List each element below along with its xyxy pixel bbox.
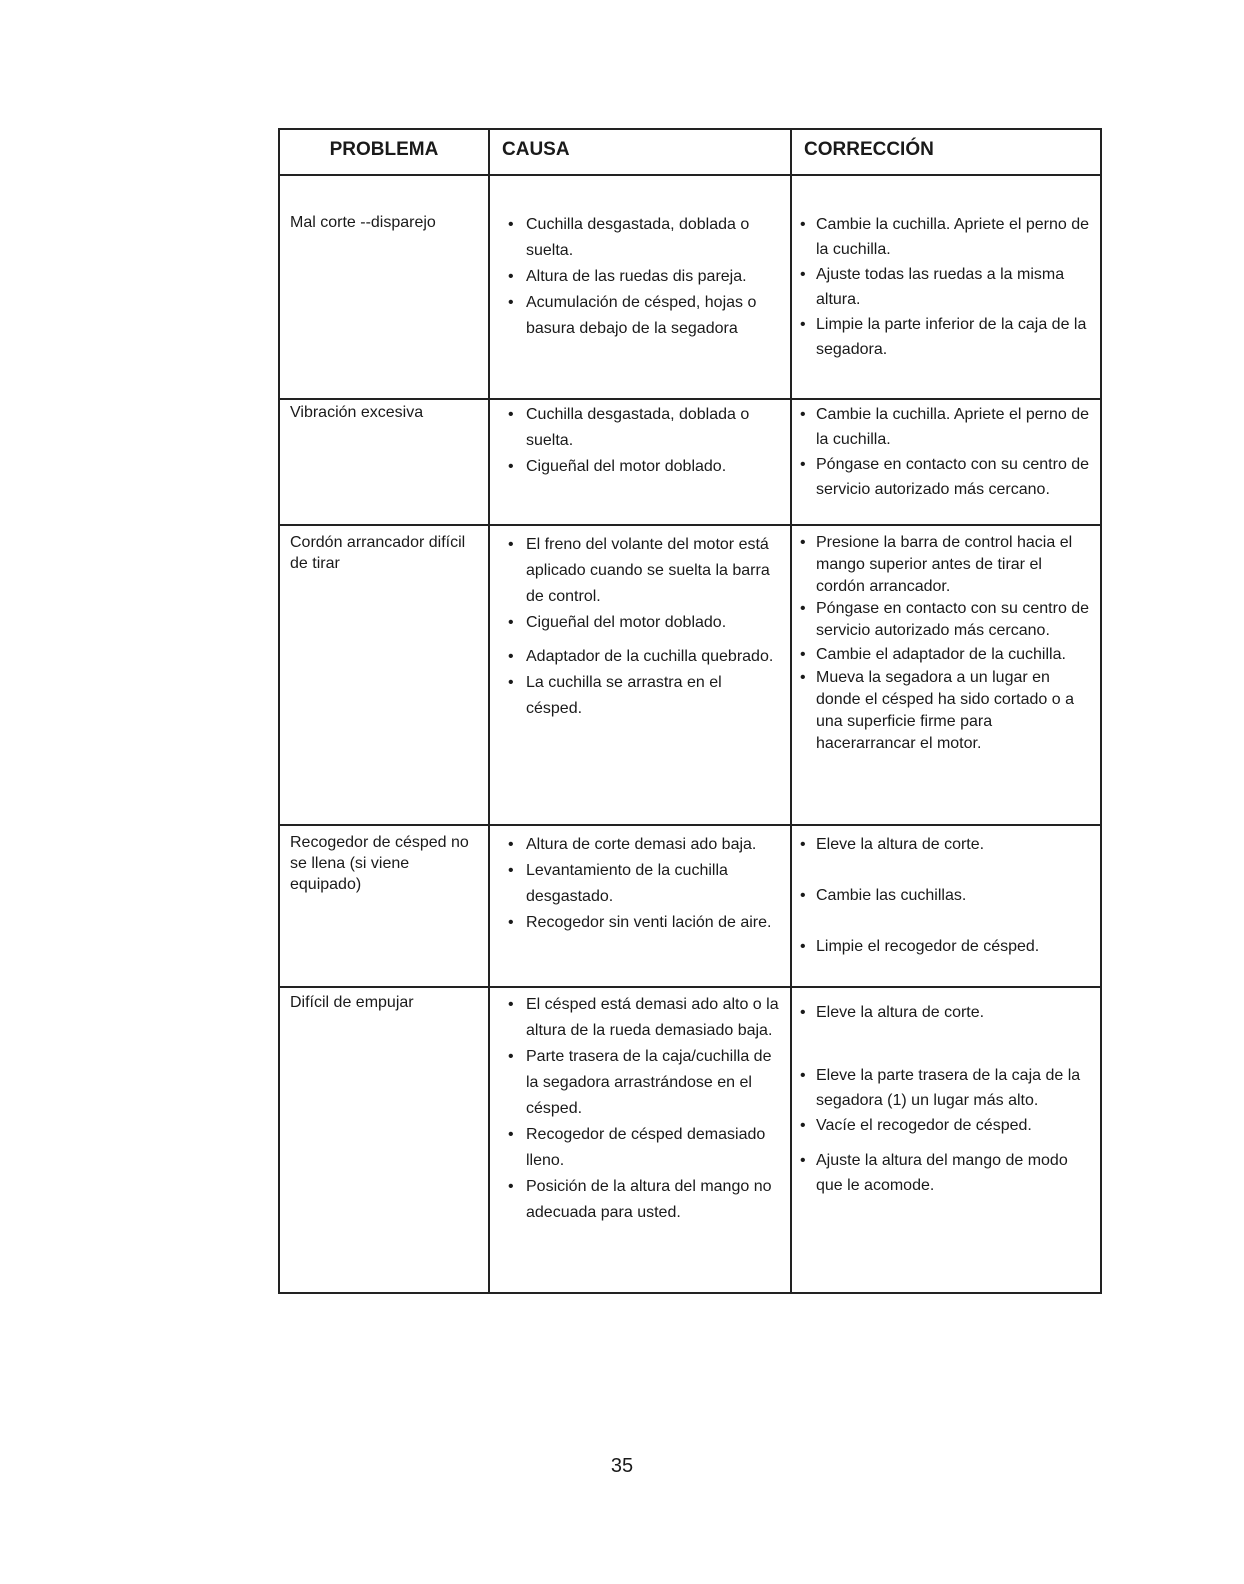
cause-item: • Levantamiento de la cuchilla desgastado. bbox=[504, 858, 782, 910]
correction-item: • Cambie las cuchillas. bbox=[800, 883, 1092, 908]
cause-item: • Acumulación de césped, hojas o basura debajo de la segadora bbox=[504, 290, 782, 342]
correction-item: • Vacíe el recogedor de césped. bbox=[800, 1113, 1092, 1138]
problem-cell: Mal corte --disparejo bbox=[290, 214, 436, 231]
correction-item: • Presione la barra de control hacia el mango superior antes de tirar el cordón arrancador. bbox=[800, 532, 1092, 598]
header-problem: PROBLEMA bbox=[329, 139, 439, 160]
page-number: 35 bbox=[610, 1455, 634, 1477]
header-correction: CORRECCIÓN bbox=[790, 130, 1100, 174]
cause-item: • El freno del volante del motor está aplicado cuando se suelta la barra de control. bbox=[504, 532, 782, 610]
cause-cell bbox=[488, 176, 790, 398]
correction-item: • Póngase en contacto con su centro de servicio autorizado más cercano. bbox=[800, 598, 1092, 642]
correction-item: • Eleve la altura de corte. bbox=[800, 1000, 1092, 1025]
header-cause: CAUSA bbox=[488, 130, 790, 174]
cause-item: • El césped está demasi ado alto o la altura de la rueda demasiado baja. bbox=[504, 992, 782, 1044]
problem-cell: Recogedor de césped no se llena (si viene equipado) bbox=[290, 834, 469, 893]
correction-item: • Limpie el recogedor de césped. bbox=[800, 934, 1092, 959]
table-row bbox=[280, 524, 1100, 824]
table-header-row bbox=[280, 130, 1100, 174]
cause-cell bbox=[488, 526, 790, 824]
table-row bbox=[280, 174, 1100, 398]
cause-cell bbox=[488, 826, 790, 986]
problem-cell: Vibración excesiva bbox=[290, 404, 424, 421]
cause-item: • Posición de la altura del mango no adecuada para usted. bbox=[504, 1174, 782, 1226]
cause-item: • La cuchilla se arrastra en el césped. bbox=[504, 670, 782, 722]
problem-cell: Cordón arrancador difícil de tirar bbox=[290, 534, 466, 572]
correction-item: • Cambie la cuchilla. Apriete el perno de la cuchilla. bbox=[800, 212, 1092, 262]
cause-cell bbox=[488, 988, 790, 1292]
correction-item: • Eleve la altura de corte. bbox=[800, 832, 1092, 857]
table-row bbox=[280, 986, 1100, 1292]
cause-item: • Cigueñal del motor doblado. bbox=[504, 610, 782, 636]
correction-item: • Mueva la segadora a un lugar en donde el césped ha sido cortado o a una superficie firme para hacerarrancar el motor. bbox=[800, 667, 1092, 755]
cause-cell bbox=[488, 400, 790, 524]
cause-item: • Adaptador de la cuchilla quebrado. bbox=[504, 644, 782, 670]
correction-cell bbox=[790, 176, 1100, 398]
correction-cell bbox=[790, 400, 1100, 524]
correction-item: • Cambie el adaptador de la cuchilla. bbox=[800, 642, 1092, 667]
correction-item: • Ajuste todas las ruedas a la misma altura. bbox=[800, 262, 1092, 312]
table-row bbox=[280, 824, 1100, 986]
cause-item: • Altura de las ruedas dis pareja. bbox=[504, 264, 782, 290]
correction-item: • Limpie la parte inferior de la caja de la segadora. bbox=[800, 312, 1092, 362]
cause-item: • Recogedor de césped demasiado lleno. bbox=[504, 1122, 782, 1174]
correction-item: • Cambie la cuchilla. Apriete el perno de la cuchilla. bbox=[800, 402, 1092, 452]
correction-cell bbox=[790, 526, 1100, 824]
cause-item: • Cuchilla desgastada, doblada o suelta. bbox=[504, 212, 782, 264]
cause-item: • Parte trasera de la caja/cuchilla de la segadora arrastrándose en el césped. bbox=[504, 1044, 782, 1122]
correction-item: • Ajuste la altura del mango de modo que le acomode. bbox=[800, 1148, 1092, 1198]
cause-item: • Altura de corte demasi ado baja. bbox=[504, 832, 782, 858]
troubleshooting-table bbox=[278, 128, 1102, 1294]
table-row bbox=[280, 398, 1100, 524]
correction-item: • Póngase en contacto con su centro de servicio autorizado más cercano. bbox=[800, 452, 1092, 502]
problem-cell: Difícil de empujar bbox=[290, 994, 414, 1011]
cause-item: • Recogedor sin venti lación de aire. bbox=[504, 910, 782, 936]
correction-item: • Eleve la parte trasera de la caja de la segadora (1) un lugar más alto. bbox=[800, 1063, 1092, 1113]
correction-cell bbox=[790, 826, 1100, 986]
cause-item: • Cuchilla desgastada, doblada o suelta. bbox=[504, 402, 782, 454]
cause-item: • Cigueñal del motor doblado. bbox=[504, 454, 782, 480]
correction-cell bbox=[790, 988, 1100, 1292]
